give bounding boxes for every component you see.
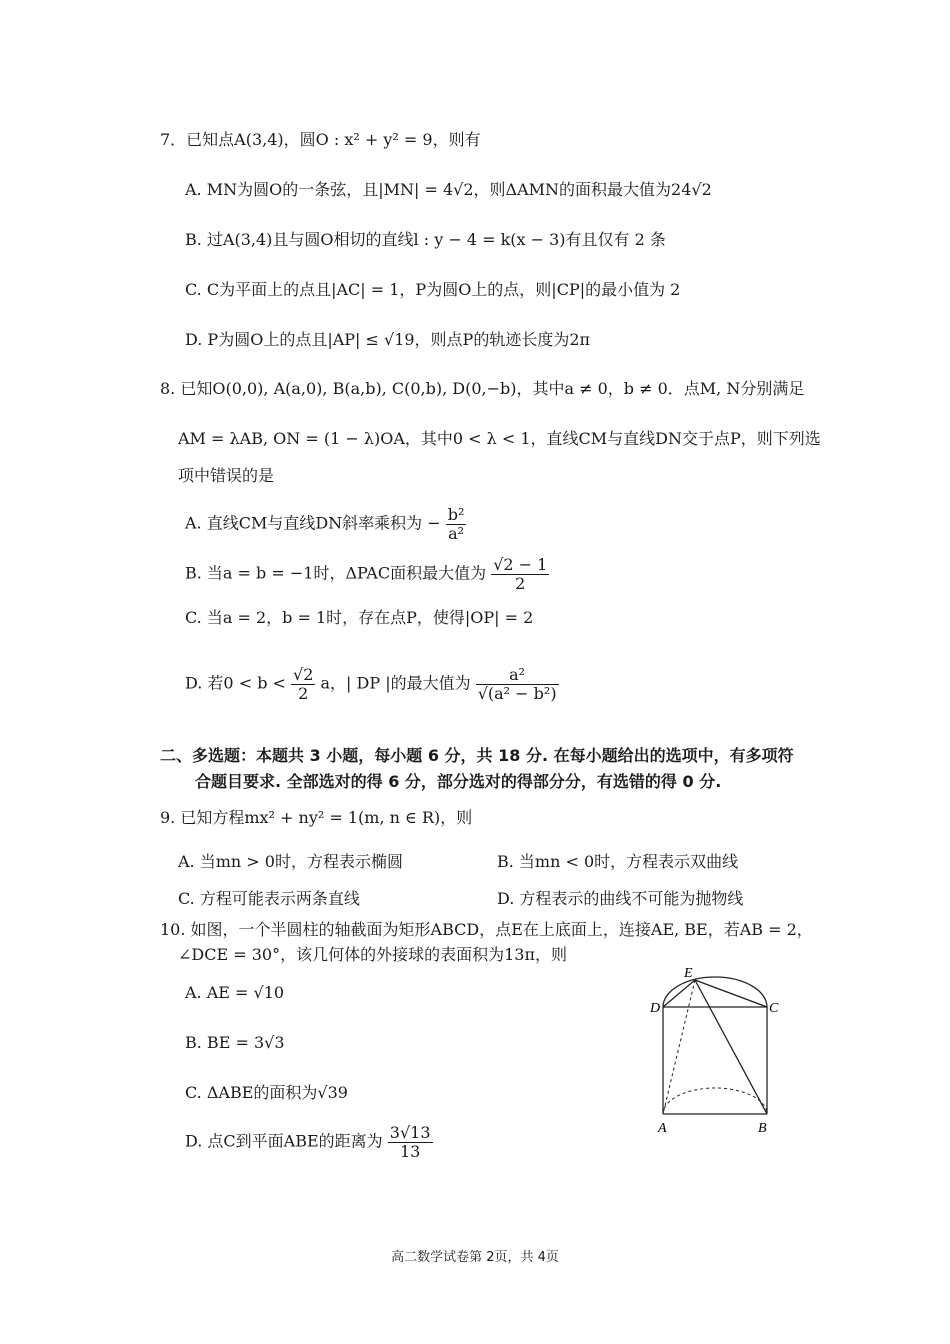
q8-option-d-text1: D. 若0 < b < — [185, 673, 286, 693]
q8-option-d-fraction2 — [476, 666, 559, 702]
label-d: D — [650, 1001, 661, 1016]
q8-stem-line2: AM = λAB, ON = (1 − λ)OA，其中0 < λ < 1，直线CM与直线DN交于点P，则下列选 — [178, 429, 821, 448]
fraction-denominator: 2 — [298, 683, 309, 703]
q8-option-b — [185, 556, 549, 592]
label-c: C — [769, 1001, 779, 1016]
label-e: E — [684, 966, 693, 981]
q9-option-a: A. 当mn > 0时，方程表示椭圆 — [178, 852, 403, 871]
q7-option-a: A. MN为圆O的一条弦，且|MN| = 4√2，则ΔAMN的面积最大值为24√2 — [185, 180, 712, 199]
q10-stem-line2: ∠DCE = 30°，该几何体的外接球的表面积为13π，则 — [178, 945, 567, 964]
fraction-denominator: a² — [448, 523, 465, 543]
q7-option-b: B. 过A(3,4)且与圆O相切的直线l : y − 4 = k(x − 3)有且仅有 2 条 — [185, 230, 666, 249]
q7-option-c: C. C为平面上的点且|AC| = 1，P为圆O上的点，则|CP|的最小值为 2 — [185, 280, 681, 299]
label-b: B — [758, 1121, 767, 1136]
q8-option-d-text2: a，| DP |的最大值为 — [320, 673, 471, 693]
fraction-denominator: 2 — [515, 573, 526, 593]
fraction-numerator: b² — [447, 505, 465, 524]
q7-option-d: D. P为圆O上的点且|AP| ≤ √19，则点P的轨迹长度为2π — [185, 330, 591, 349]
bottom-semicircle-arc — [663, 1088, 767, 1114]
q9-stem: 9. 已知方程mx² + ny² = 1(m, n ∈ R)，则 — [160, 808, 473, 827]
fraction-numerator: √2 — [293, 665, 314, 684]
fraction-numerator: 3√13 — [389, 1123, 431, 1142]
q8-option-a-text: A. 直线CM与直线DN斜率乘积为 − — [185, 513, 441, 533]
q10-option-d — [185, 1124, 433, 1160]
fraction-denominator: 13 — [399, 1141, 421, 1161]
fraction-numerator: a² — [476, 666, 559, 685]
q8-stem-line1: 8. 已知O(0,0), A(a,0), B(a,b), C(0,b), D(0,−b)，其中a ≠ 0，b ≠ 0．点M, N分别满足 — [160, 379, 805, 398]
q9-option-c: C. 方程可能表示两条直线 — [178, 889, 360, 908]
edge-ec — [695, 980, 767, 1007]
q8-option-c: C. 当a = 2，b = 1时，存在点P，使得|OP| = 2 — [185, 608, 534, 627]
q10-option-d-fraction — [388, 1124, 433, 1160]
q9-option-d: D. 方程表示的曲线不可能为抛物线 — [497, 889, 744, 908]
q10-option-d-text: D. 点C到平面ABE的距离为 — [185, 1131, 383, 1151]
section2-heading-line2: 合题目要求. 全部选对的得 6 分，部分选对的得部分分，有选错的得 0 分. — [195, 772, 722, 791]
fraction-numerator: √2 − 1 — [493, 555, 548, 574]
top-semicircle-arc — [663, 977, 767, 1007]
label-a: A — [658, 1121, 667, 1136]
q8-stem-line3: 项中错误的是 — [178, 466, 275, 485]
q9-option-b: B. 当mn < 0时，方程表示双曲线 — [497, 852, 739, 871]
q10-option-b: B. BE = 3√3 — [185, 1033, 285, 1052]
q7-stem: 7．已知点A(3,4)，圆O : x² + y² = 9，则有 — [160, 130, 481, 149]
q8-option-d-fraction1 — [291, 666, 315, 702]
q8-option-b-text: B. 当a = b = −1时，ΔPAC面积最大值为 — [185, 563, 487, 583]
section2-heading-line1: 二、多选题：本题共 3 小题，每小题 6 分，共 18 分. 在每小题给出的选项中，有多项符 — [160, 746, 794, 765]
half-cylinder-figure — [640, 962, 790, 1138]
q10-stem-line1: 10. 如图，一个半圆柱的轴截面为矩形ABCD，点E在上底面上，连接AE, BE，若AB = 2， — [160, 920, 813, 939]
q8-option-a-fraction — [446, 506, 467, 542]
edge-eb — [695, 980, 767, 1114]
page-footer: 高二数学试卷第 2页，共 4页 — [391, 1250, 559, 1265]
q8-option-d — [185, 666, 559, 702]
q8-option-a — [185, 506, 466, 542]
q8-option-b-fraction — [491, 556, 549, 592]
edge-ea — [663, 980, 695, 1114]
q10-option-a: A. AE = √10 — [185, 983, 285, 1002]
q10-option-c: C. ΔABE的面积为√39 — [185, 1083, 348, 1102]
fraction-denominator: √(a² − b²) — [477, 683, 557, 703]
